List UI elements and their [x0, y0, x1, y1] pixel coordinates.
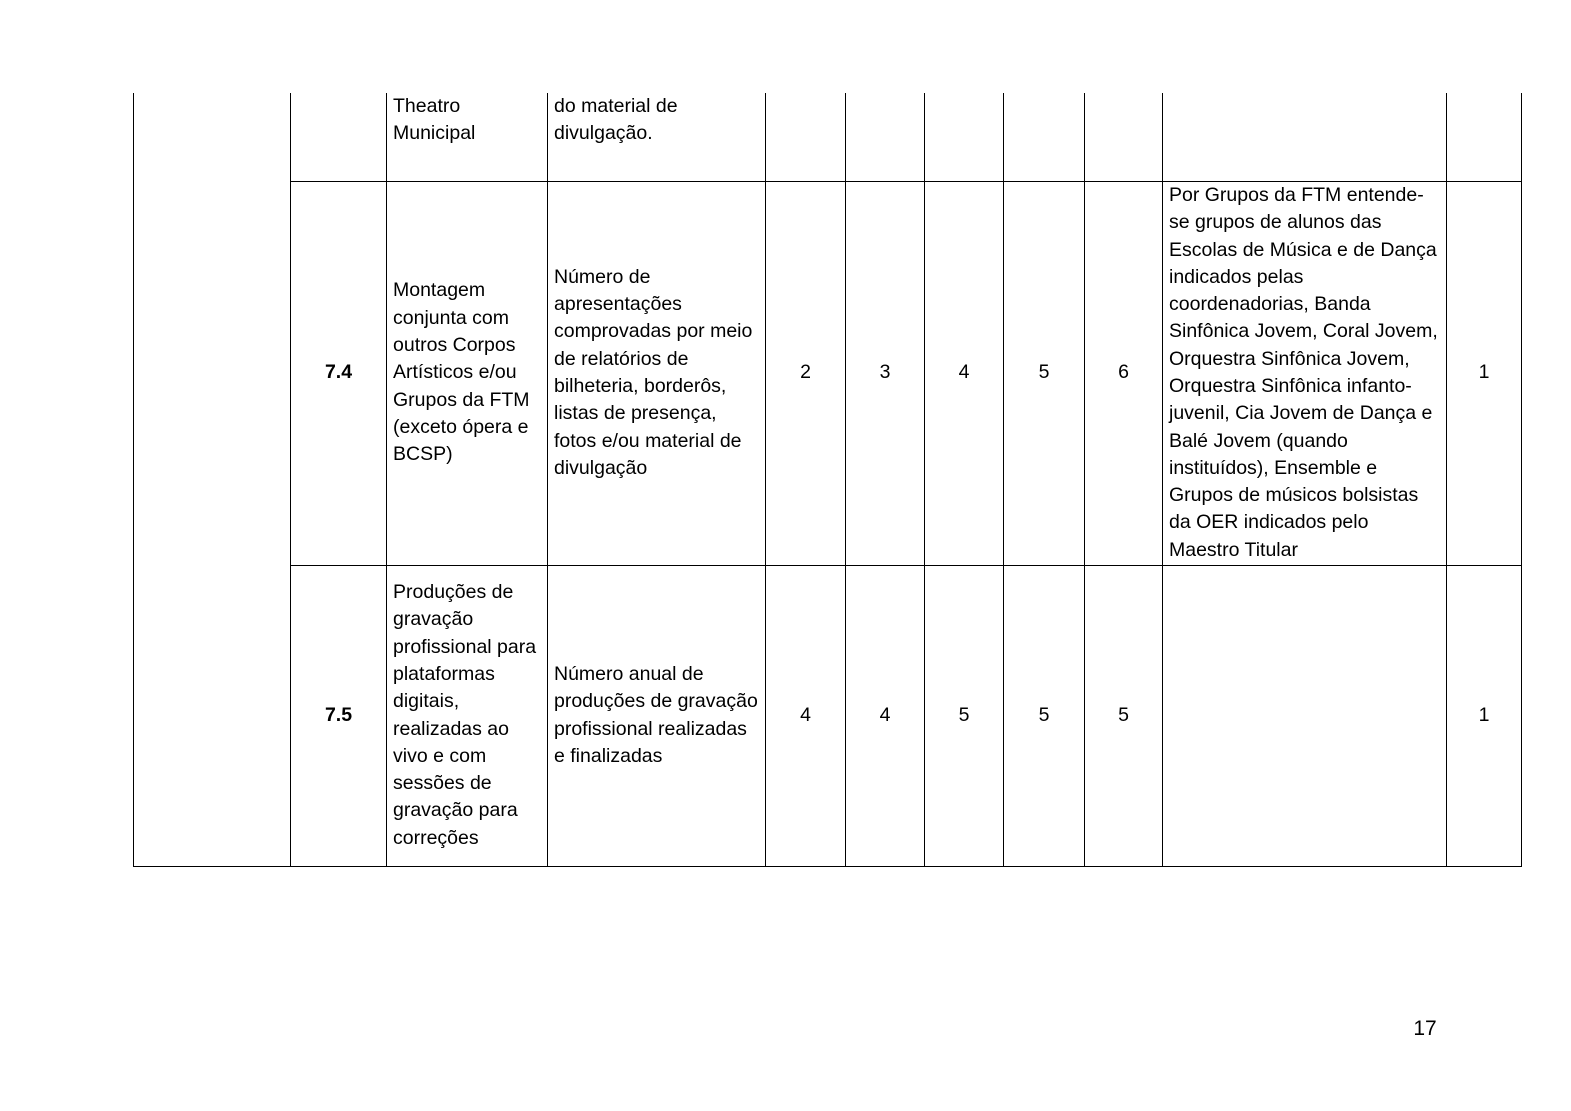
value-cell: 6: [1085, 181, 1163, 565]
value-cell: 5: [1004, 181, 1085, 565]
value-cell: 4: [766, 565, 846, 866]
value-cell: [1004, 93, 1085, 181]
indicator-cell: Número de apresentações comprovadas por meio de relatórios de bilheteria, borderôs, listas de presença, fotos e/ou material de divulgação: [548, 181, 766, 565]
item-number-cell: 7.4: [291, 181, 387, 565]
group-cell: [134, 93, 291, 866]
value-cell: [766, 93, 846, 181]
value-cell: 4: [846, 565, 925, 866]
weight-cell: [1447, 93, 1522, 181]
value-cell: 4: [925, 181, 1004, 565]
indicators-table: [133, 93, 1522, 867]
action-cell: Produções de gravação profissional para plataformas digitais, realizadas ao vivo e com sessões de gravação para correções: [387, 565, 548, 866]
weight-cell: 1: [1447, 565, 1522, 866]
action-cell: [387, 93, 548, 181]
value-cell: [1085, 93, 1163, 181]
value-cell: 5: [1085, 565, 1163, 866]
item-number-cell: 7.5: [291, 565, 387, 866]
weight-cell: 1: [1447, 181, 1522, 565]
note-cell: [1163, 565, 1447, 866]
value-cell: [925, 93, 1004, 181]
table-row: [134, 181, 1522, 565]
table-row: [134, 93, 1522, 181]
action-text: Theatro Municipal: [393, 95, 476, 145]
indicator-cell: Número anual de produções de gravação profissional realizadas e finalizadas: [548, 565, 766, 866]
indicator-text: do material de divulgação.: [554, 95, 678, 145]
value-cell: 2: [766, 181, 846, 565]
value-cell: [846, 93, 925, 181]
item-number-cell: [291, 93, 387, 181]
action-cell: Montagem conjunta com outros Corpos Artísticos e/ou Grupos da FTM (exceto ópera e BCSP): [387, 181, 548, 565]
note-cell: Por Grupos da FTM entende-se grupos de alunos das Escolas de Música e de Dança indicados pelas coordenadorias, Banda Sinfônica Jovem, Coral Jovem, Orquestra Sinfônica Jovem, Orquestra Sinfônica infanto-juvenil, Cia Jovem de Dança e Balé Jovem (quando instituídos), Ensemble e Grupos de músicos bolsistas da OER indicados pelo Maestro Titular: [1163, 181, 1447, 565]
note-cell: [1163, 93, 1447, 181]
value-cell: 5: [925, 565, 1004, 866]
value-cell: 5: [1004, 565, 1085, 866]
indicator-cell: [548, 93, 766, 181]
page-number: 17: [1413, 1017, 1437, 1040]
table-row: [134, 565, 1522, 866]
value-cell: 3: [846, 181, 925, 565]
